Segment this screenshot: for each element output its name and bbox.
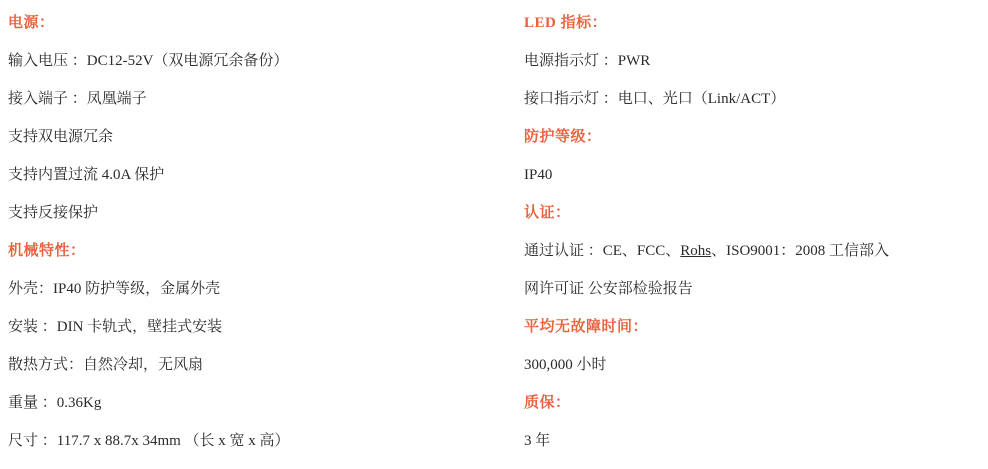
spec-line-port-led: 接口指示灯 ：电口、光口（Link/ACT） <box>524 91 786 107</box>
spec-line-reverse-protection: 支持反接保护 <box>8 205 99 221</box>
section-heading-led: LED 指标： <box>524 15 608 31</box>
spec-line-dimensions: 尺寸 ：117.7 x 88.7x 34mm （长 x 宽 x 高） <box>8 433 290 449</box>
spec-line-weight: 重量 ：0.36Kg <box>8 395 102 411</box>
spec-line-installation: 安装 ：DIN 卡轨式，壁挂式安装 <box>8 319 223 335</box>
section-heading-certification: 认证： <box>524 205 571 221</box>
left-column <box>8 0 508 460</box>
spec-line-warranty-value: 3 年 <box>524 433 551 449</box>
spec-line-overcurrent-protection: 支持内置过流 4.0A 保护 <box>8 167 165 183</box>
spec-line-dual-power-redundancy: 支持双电源冗余 <box>8 129 114 145</box>
certification-rohs: Rohs <box>680 243 712 259</box>
spec-line-power-led: 电源指示灯 ：PWR <box>524 53 651 69</box>
spec-line-certifications: 通过认证 ：CE、FCC、Rohs、ISO9001：2008 工信部入 <box>524 243 890 259</box>
section-heading-mtbf: 平均无故障时间： <box>524 319 649 335</box>
spec-line-input-voltage: 输入电压 ：DC12-52V（双电源冗余备份） <box>8 53 289 69</box>
spec-line-cooling: 散热方式：自然冷却，无风扇 <box>8 357 204 373</box>
section-heading-warranty: 质保： <box>524 395 571 411</box>
spec-line-ip-rating: IP40 <box>524 167 553 183</box>
section-heading-mechanical: 机械特性： <box>8 243 86 259</box>
spec-line-mtbf-value: 300,000 小时 <box>524 357 607 373</box>
right-column <box>524 0 980 460</box>
spec-line-terminal: 接入端子 ：凤凰端子 <box>8 91 147 107</box>
section-heading-protection-level: 防护等级： <box>524 129 602 145</box>
spec-line-certifications-cont: 网许可证 公安部检验报告 <box>524 281 693 297</box>
spec-line-enclosure: 外壳：IP40 防护等级，金属外壳 <box>8 281 221 297</box>
section-heading-power: 电源： <box>8 15 55 31</box>
